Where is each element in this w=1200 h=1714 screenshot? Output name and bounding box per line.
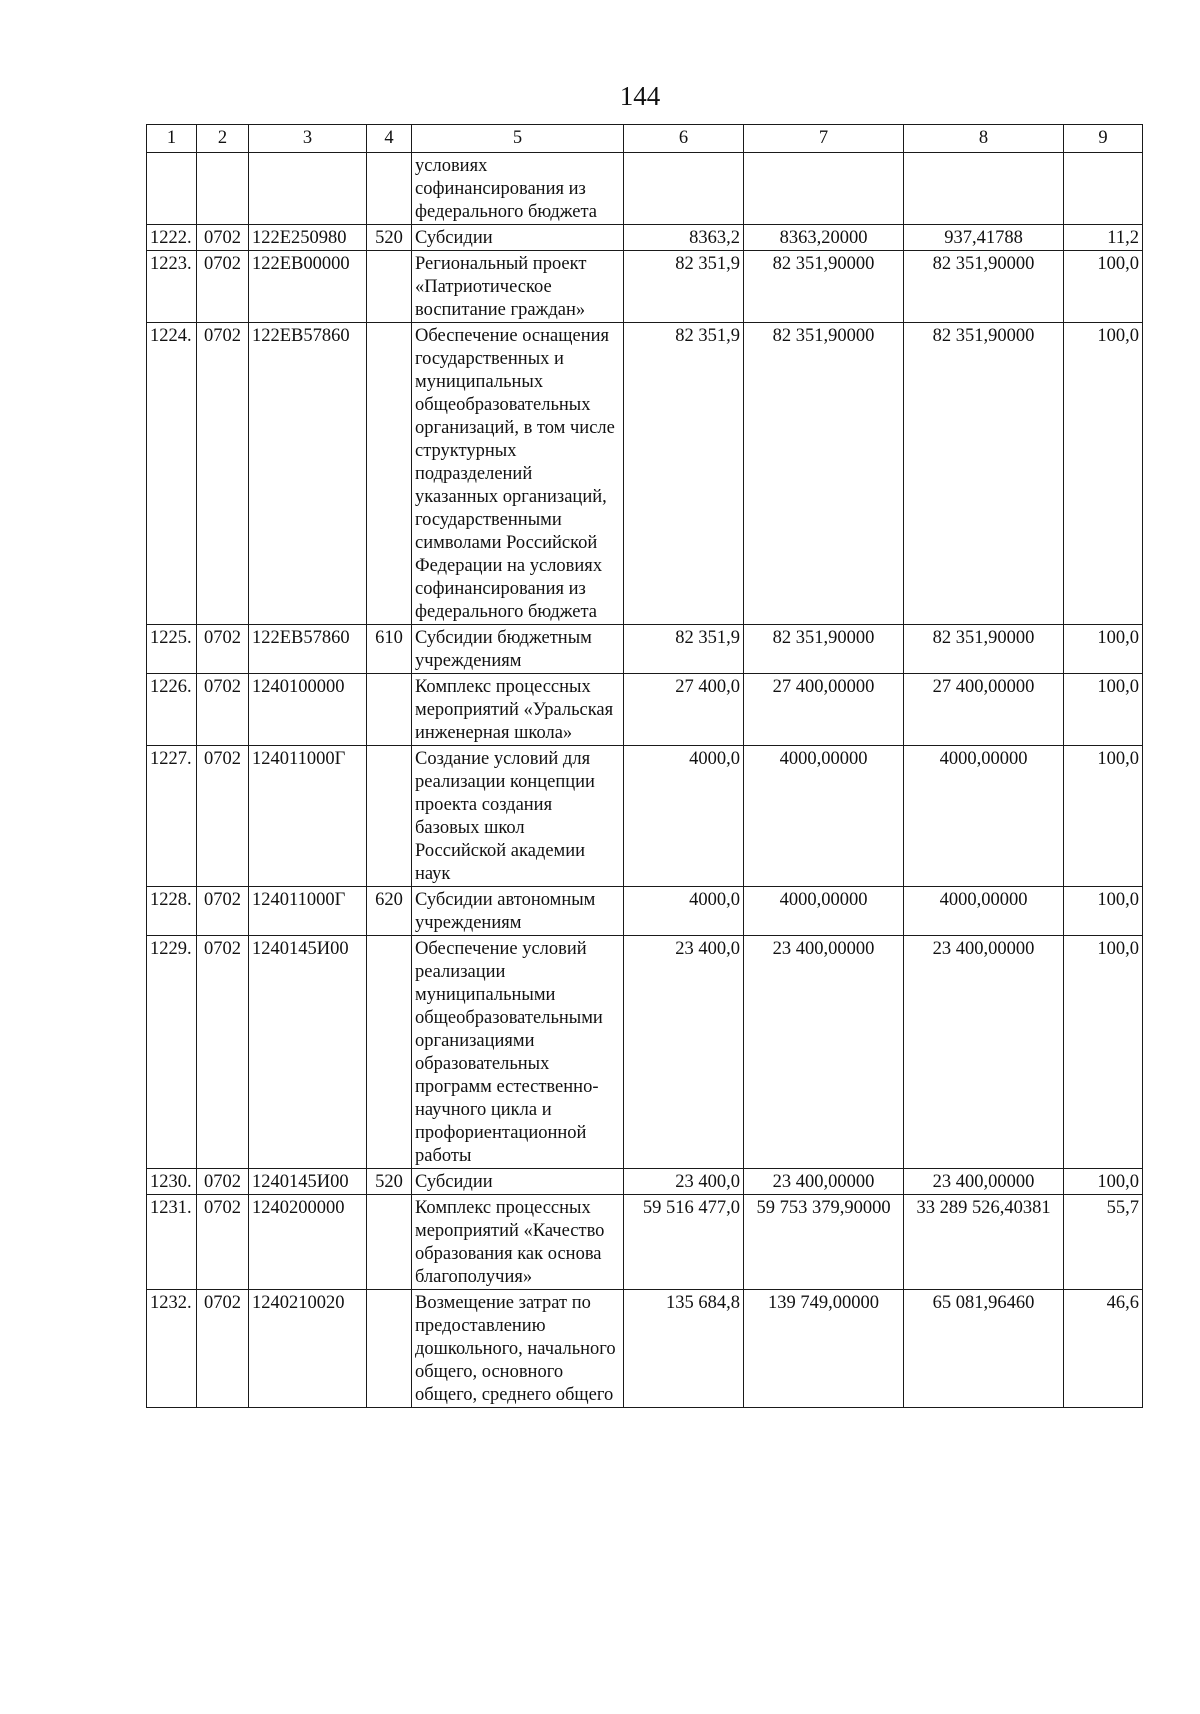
- row-description: Субсидии бюджетным учреждениям: [412, 625, 624, 674]
- row-description: Создание условий для реализации концепции проекта создания базовых школ Российской академии наук: [412, 746, 624, 887]
- row-description: Субсидии автономным учреждениям: [412, 887, 624, 936]
- column-header: 8: [904, 125, 1064, 153]
- table-row: [147, 746, 1143, 887]
- execution-percent: 100,0: [1064, 1169, 1143, 1195]
- table-row: [147, 1290, 1143, 1408]
- executed-amount: 23 400,00000: [904, 1169, 1064, 1195]
- planned-amount: 4000,00000: [744, 746, 904, 887]
- column-header: 1: [147, 125, 197, 153]
- table-row: [147, 674, 1143, 746]
- execution-percent: 100,0: [1064, 251, 1143, 323]
- section-code: [197, 153, 249, 225]
- row-number: 1223.: [147, 251, 197, 323]
- row-number: 1226.: [147, 674, 197, 746]
- row-number: 1231.: [147, 1195, 197, 1290]
- planned-amount: 82 351,90000: [744, 323, 904, 625]
- header-row: [147, 125, 1143, 153]
- executed-amount: 4000,00000: [904, 746, 1064, 887]
- target-article-code: 122EB00000: [249, 251, 367, 323]
- approved-amount: 82 351,9: [624, 323, 744, 625]
- column-header: 6: [624, 125, 744, 153]
- execution-percent: 100,0: [1064, 746, 1143, 887]
- executed-amount: 82 351,90000: [904, 251, 1064, 323]
- approved-amount: [624, 153, 744, 225]
- section-code: 0702: [197, 1169, 249, 1195]
- execution-percent: 100,0: [1064, 674, 1143, 746]
- planned-amount: 139 749,00000: [744, 1290, 904, 1408]
- row-number: 1228.: [147, 887, 197, 936]
- approved-amount: 23 400,0: [624, 1169, 744, 1195]
- planned-amount: 4000,00000: [744, 887, 904, 936]
- target-article-code: 122E250980: [249, 225, 367, 251]
- row-description: Комплекс процессных мероприятий «Уральская инженерная школа»: [412, 674, 624, 746]
- expense-type-code: 520: [367, 1169, 412, 1195]
- approved-amount: 4000,0: [624, 746, 744, 887]
- target-article-code: 122EB57860: [249, 625, 367, 674]
- execution-percent: 100,0: [1064, 323, 1143, 625]
- column-header: 9: [1064, 125, 1143, 153]
- expense-type-code: 610: [367, 625, 412, 674]
- approved-amount: 135 684,8: [624, 1290, 744, 1408]
- section-code: 0702: [197, 887, 249, 936]
- execution-percent: 100,0: [1064, 887, 1143, 936]
- executed-amount: 65 081,96460: [904, 1290, 1064, 1408]
- executed-amount: 33 289 526,40381: [904, 1195, 1064, 1290]
- row-number: 1227.: [147, 746, 197, 887]
- planned-amount: 23 400,00000: [744, 936, 904, 1169]
- row-description: Обеспечение условий реализации муниципальными общеобразовательными организациями образовательных программ естественно-научного цикла и профориентационной работы: [412, 936, 624, 1169]
- target-article-code: 1240200000: [249, 1195, 367, 1290]
- execution-percent: [1064, 153, 1143, 225]
- row-description: Региональный проект «Патриотическое воспитание граждан»: [412, 251, 624, 323]
- section-code: 0702: [197, 936, 249, 1169]
- row-number: 1224.: [147, 323, 197, 625]
- table-row: [147, 225, 1143, 251]
- executed-amount: 23 400,00000: [904, 936, 1064, 1169]
- column-header: 3: [249, 125, 367, 153]
- row-description: условиях софинансирования из федерального бюджета: [412, 153, 624, 225]
- expense-type-code: [367, 936, 412, 1169]
- section-code: 0702: [197, 746, 249, 887]
- row-description: Возмещение затрат по предоставлению дошкольного, начального общего, основного общего, среднего общего: [412, 1290, 624, 1408]
- section-code: 0702: [197, 225, 249, 251]
- execution-percent: 100,0: [1064, 936, 1143, 1169]
- row-number: 1232.: [147, 1290, 197, 1408]
- section-code: 0702: [197, 625, 249, 674]
- column-header: 7: [744, 125, 904, 153]
- page-number: 144: [619, 81, 661, 111]
- approved-amount: 8363,2: [624, 225, 744, 251]
- execution-percent: 100,0: [1064, 625, 1143, 674]
- table-row: [147, 251, 1143, 323]
- row-description: Обеспечение оснащения государственных и муниципальных общеобразовательных организаций, в том числе структурных подразделений указанных организаций, государственными символами Российской Федерации на условиях софинансирования из федерального бюджета: [412, 323, 624, 625]
- section-code: 0702: [197, 1290, 249, 1408]
- planned-amount: 82 351,90000: [744, 625, 904, 674]
- row-description: Субсидии: [412, 225, 624, 251]
- approved-amount: 23 400,0: [624, 936, 744, 1169]
- row-number: 1222.: [147, 225, 197, 251]
- table-row: [147, 936, 1143, 1169]
- table-row: [147, 887, 1143, 936]
- table-row: [147, 1169, 1143, 1195]
- planned-amount: 59 753 379,90000: [744, 1195, 904, 1290]
- approved-amount: 59 516 477,0: [624, 1195, 744, 1290]
- execution-percent: 46,6: [1064, 1290, 1143, 1408]
- row-number: 1225.: [147, 625, 197, 674]
- section-code: 0702: [197, 323, 249, 625]
- execution-percent: 55,7: [1064, 1195, 1143, 1290]
- executed-amount: [904, 153, 1064, 225]
- approved-amount: 82 351,9: [624, 251, 744, 323]
- approved-amount: 4000,0: [624, 887, 744, 936]
- target-article-code: 122EB57860: [249, 323, 367, 625]
- expense-type-code: [367, 1195, 412, 1290]
- table-row: [147, 153, 1143, 225]
- executed-amount: 82 351,90000: [904, 625, 1064, 674]
- row-number: 1230.: [147, 1169, 197, 1195]
- target-article-code: 124011000Г: [249, 746, 367, 887]
- budget-table: [146, 124, 1143, 1408]
- column-header: 5: [412, 125, 624, 153]
- planned-amount: 8363,20000: [744, 225, 904, 251]
- expense-type-code: [367, 674, 412, 746]
- target-article-code: 124011000Г: [249, 887, 367, 936]
- section-code: 0702: [197, 674, 249, 746]
- executed-amount: 27 400,00000: [904, 674, 1064, 746]
- table-body: [147, 153, 1143, 1408]
- target-article-code: 1240100000: [249, 674, 367, 746]
- row-description: Комплекс процессных мероприятий «Качество образования как основа благополучия»: [412, 1195, 624, 1290]
- target-article-code: 1240145И00: [249, 936, 367, 1169]
- approved-amount: 27 400,0: [624, 674, 744, 746]
- column-header: 2: [197, 125, 249, 153]
- expense-type-code: [367, 1290, 412, 1408]
- expense-type-code: 620: [367, 887, 412, 936]
- expense-type-code: [367, 746, 412, 887]
- table-row: [147, 1195, 1143, 1290]
- expense-type-code: [367, 323, 412, 625]
- executed-amount: 937,41788: [904, 225, 1064, 251]
- target-article-code: 1240210020: [249, 1290, 367, 1408]
- expense-type-code: [367, 153, 412, 225]
- section-code: 0702: [197, 251, 249, 323]
- target-article-code: 1240145И00: [249, 1169, 367, 1195]
- column-header: 4: [367, 125, 412, 153]
- expense-type-code: 520: [367, 225, 412, 251]
- target-article-code: [249, 153, 367, 225]
- planned-amount: 82 351,90000: [744, 251, 904, 323]
- row-number: [147, 153, 197, 225]
- table-row: [147, 323, 1143, 625]
- approved-amount: 82 351,9: [624, 625, 744, 674]
- row-description: Субсидии: [412, 1169, 624, 1195]
- planned-amount: [744, 153, 904, 225]
- table-row: [147, 625, 1143, 674]
- section-code: 0702: [197, 1195, 249, 1290]
- execution-percent: 11,2: [1064, 225, 1143, 251]
- executed-amount: 82 351,90000: [904, 323, 1064, 625]
- expense-type-code: [367, 251, 412, 323]
- planned-amount: 27 400,00000: [744, 674, 904, 746]
- planned-amount: 23 400,00000: [744, 1169, 904, 1195]
- row-number: 1229.: [147, 936, 197, 1169]
- executed-amount: 4000,00000: [904, 887, 1064, 936]
